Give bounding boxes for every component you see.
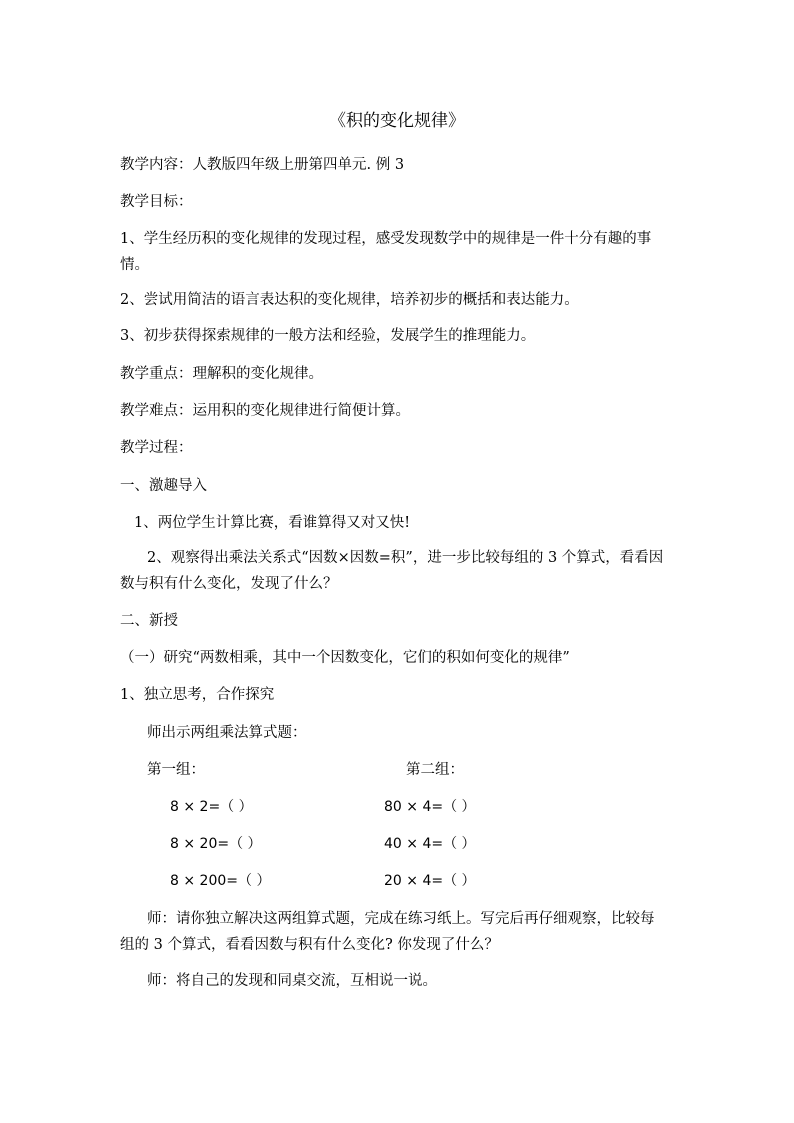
teaching-content: 教学内容：人教版四年级上册第四单元. 例 3 (120, 157, 405, 173)
teacher-instruction-2: 师：将自己的发现和同桌交流，互相说一说。 (147, 973, 437, 989)
page-title: 《积的变化规律》 (329, 111, 465, 131)
group2-equation: 40 × 4=（ ） (384, 836, 476, 852)
group2-equation: 80 × 4=（ ） (384, 799, 476, 815)
key-point: 教学重点：理解积的变化规律。 (120, 366, 323, 382)
point-1: 1、独立思考，合作探究 (120, 687, 275, 703)
objective-2: 2、尝试用简洁的语言表达积的变化规律，培养初步的概括和表达能力。 (120, 292, 579, 308)
objective-1: 1、学生经历积的变化规律的发现过程，感受发现数学中的规律是一件十分有趣的事情。 (120, 231, 652, 273)
subsection-1: （一）研究“两数相乘，其中一个因数变化，它们的积如何变化的规律” (120, 650, 570, 666)
process-label: 教学过程： (120, 440, 193, 456)
group1-equation: 8 × 2=（ ） (170, 799, 253, 815)
difficulty: 教学难点：运用积的变化规律进行简便计算。 (120, 403, 410, 419)
group1-label: 第一组： (147, 762, 205, 778)
group2-label: 第二组： (406, 762, 464, 778)
section-heading-2: 二、新授 (120, 613, 178, 629)
objectives-label: 教学目标： (120, 194, 193, 210)
group1-equation: 8 × 20=（ ） (170, 836, 262, 852)
group2-equation: 20 × 4=（ ） (384, 873, 476, 889)
teacher-instruction-1: 师：请你独立解决这两组算式题，完成在练习纸上。写完后再仔细观察，比较每组的 3 个算式，看看因数与积有什么变化? 你发现了什么？ (120, 911, 655, 953)
objective-3: 3、初步获得探索规律的一般方法和经验，发展学生的推理能力。 (120, 328, 536, 344)
step-2: 2、观察得出乘法关系式“因数×因数=积”，进一步比较每组的 3 个算式，看看因数与积有什么变化，发现了什么？ (120, 550, 664, 592)
group1-equation: 8 × 200=（ ） (170, 873, 271, 889)
step-1: 1、两位学生计算比赛，看谁算得又对又快! (134, 515, 411, 531)
teacher-show: 师出示两组乘法算式题： (147, 725, 307, 741)
section-heading-1: 一、激趣导入 (120, 478, 207, 494)
